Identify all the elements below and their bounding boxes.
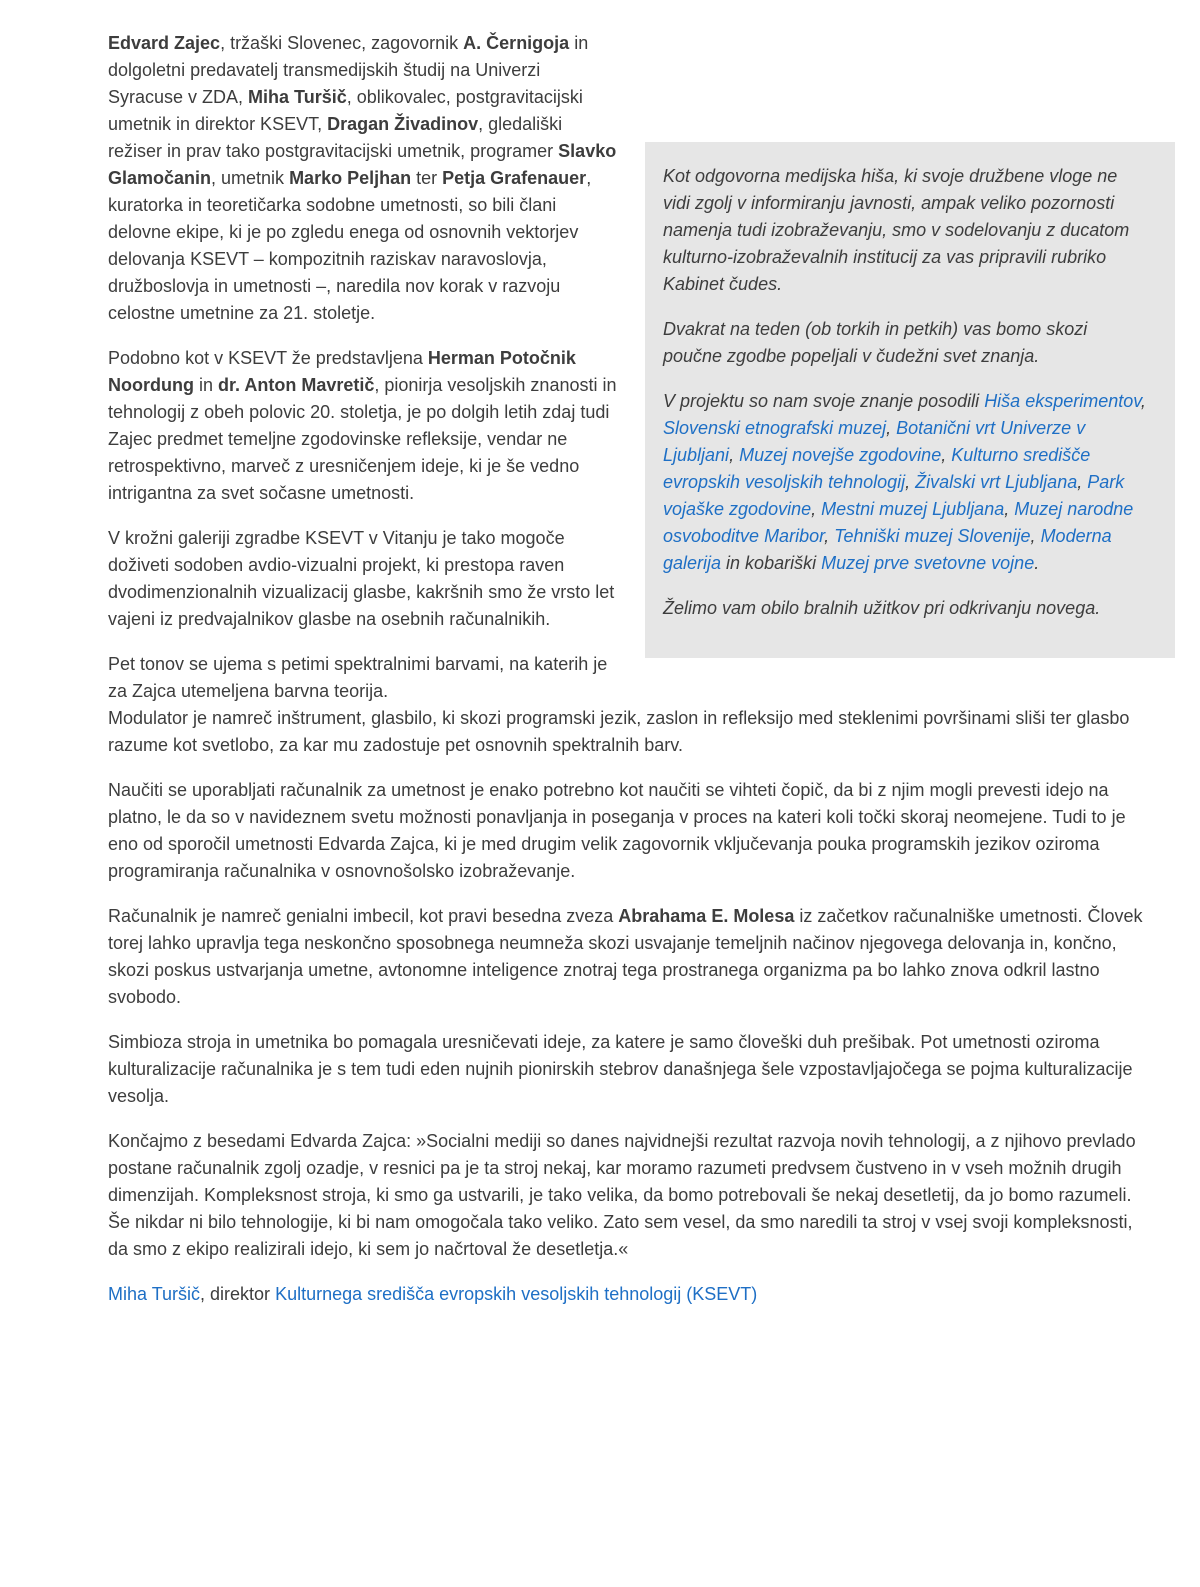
text-run: , xyxy=(824,526,835,546)
text-run: Modulator je namreč inštrument, glasbilo, ki skozi programski jezik, zaslon in refleksijo med steklenimi površinami sliši ter glasbo razume kot svetlobo, za kar mu zadostuje pet osnovnih spektralnih barv. xyxy=(108,708,1130,755)
text-run: , xyxy=(905,472,916,492)
byline xyxy=(108,1281,1153,1308)
paragraph xyxy=(663,388,1147,577)
text-link[interactable]: Hiša eksperimentov xyxy=(984,391,1141,411)
text-link[interactable]: Kulturnega središča evropskih vesoljskih tehnologij (KSEVT) xyxy=(275,1284,758,1304)
text-run: Podobno kot v KSEVT že predstavljena xyxy=(108,348,428,368)
text-run: , xyxy=(1140,391,1146,411)
text-link[interactable]: Živalski vrt Ljubljana xyxy=(915,472,1078,492)
text-link[interactable]: Tehniški muzej Slovenije xyxy=(834,526,1031,546)
bold-name: dr. Anton Mavretič xyxy=(218,375,375,395)
text-run: , tržaški Slovenec, zagovornik xyxy=(220,33,464,53)
paragraph xyxy=(108,777,1153,885)
text-run: , oblikovalec, postgravitacijski umetnik in direktor KSEVT, xyxy=(108,87,583,134)
paragraph xyxy=(108,1029,1153,1110)
text-link[interactable]: Muzej narodne osvoboditve Maribor xyxy=(663,499,1134,546)
text-run: iz začetkov računalniške umetnosti. Človek torej lahko upravlja tega neskončno sposobnega neumneža skozi usvajanje temeljnih načinov njegovega delovanja in, končno, skozi poskus ustvarjanja umetne, avtonomne inteligence znotraj tega prostranega organizma pa bo lahko znova odkril lastno svobodo. xyxy=(108,906,1143,1007)
text-run: V projektu so nam svoje znanje posodili xyxy=(663,391,985,411)
text-run: , xyxy=(941,445,952,465)
text-link[interactable]: Kulturno središče evropskih vesoljskih tehnologij xyxy=(663,445,1091,492)
text-link[interactable]: Miha Turšič xyxy=(108,1284,201,1304)
text-run: Simbioza stroja in umetnika bo pomagala uresničevati ideje, za katere je samo človeški duh prešibak. Pot umetnosti oziroma kulturalizacije računalnika je s tem tudi eden nujnih pionirskih stebrov današnjega šele vzpostavljajočega se pojma kulturalizacije vesolja. xyxy=(108,1032,1133,1106)
top-section xyxy=(108,30,1175,705)
bold-name: Abrahama E. Molesa xyxy=(618,906,795,926)
text-link[interactable]: Slovenski etnografski muzej xyxy=(663,418,887,438)
text-run: , xyxy=(1077,472,1088,492)
paragraph xyxy=(663,163,1147,298)
text-run: , direktor xyxy=(200,1284,276,1304)
paragraph xyxy=(663,316,1147,370)
text-run: in xyxy=(193,375,218,395)
text-run: Pet tonov se ujema s petimi spektralnimi barvami, na katerih je za Zajca utemeljena barvna teorija. xyxy=(108,654,608,701)
text-run: , xyxy=(1004,499,1015,519)
text-link[interactable]: Mestni muzej Ljubljana xyxy=(821,499,1005,519)
text-link[interactable]: Botanični vrt Univerze v Ljubljani xyxy=(663,418,1086,465)
paragraph xyxy=(108,705,1153,759)
body-text-section xyxy=(108,705,1153,1263)
paragraph xyxy=(108,1128,1153,1263)
text-run: , xyxy=(886,418,897,438)
text-run: Kot odgovorna medijska hiša, ki svoje družbene vloge ne vidi zgolj v informiranju javnosti, ampak veliko pozornosti namenja tudi izobraževanju, smo v sodelovanju z ducatom kulturno-izobraževalnih institucij za vas pripravili rubriko Kabinet čudes. xyxy=(663,166,1130,294)
bold-name: Edvard Zajec xyxy=(108,33,221,53)
bold-name: Miha Turšič xyxy=(248,87,347,107)
text-run: in kobariški xyxy=(721,553,822,573)
bold-name: A. Černigoja xyxy=(463,33,570,53)
text-link[interactable]: Muzej novejše zgodovine xyxy=(739,445,942,465)
left-text-column xyxy=(108,30,620,705)
paragraph xyxy=(108,345,620,507)
paragraph xyxy=(108,525,620,633)
text-run: Računalnik je namreč genialni imbecil, kot pravi besedna zveza xyxy=(108,906,619,926)
text-run: , xyxy=(811,499,822,519)
editorial-infobox xyxy=(645,142,1175,658)
text-run: , gledališki režiser in prav tako postgravitacijski umetnik, programer xyxy=(108,114,563,161)
paragraph xyxy=(108,903,1153,1011)
article-page xyxy=(108,30,1175,1308)
text-run: in dolgoletni predavatelj transmedijskih študij na Univerzi Syracuse v ZDA, xyxy=(108,33,589,107)
paragraph xyxy=(108,30,620,327)
text-run: Dvakrat na teden (ob torkih in petkih) vas bomo skozi poučne zgodbe popeljali v čudežni svet znanja. xyxy=(663,319,1088,366)
text-run: , kuratorka in teoretičarka sodobne umetnosti, so bili člani delovne ekipe, ki je po zgledu enega od osnovnih vektorjev delovanja KSEVT – kompozitnih raziskav naravoslovja, družboslovja in umetnosti –, naredila nov korak v razvoju celostne umetnine za 21. stoletje. xyxy=(108,168,592,323)
bold-name: Slavko Glamočanin xyxy=(108,141,617,188)
paragraph xyxy=(108,651,620,705)
text-run: , pionirja vesoljskih znanosti in tehnologij z obeh polovic 20. stoletja, je po dolgih letih zdaj tudi Zajec predmet temeljne zgodovinske refleksije, vendar ne retrospektivno, marveč z uresničenjem ideje, ki je še vedno intrigantna za svet sočasne umetnosti. xyxy=(108,375,617,503)
text-run: Želimo vam obilo bralnih užitkov pri odkrivanju novega. xyxy=(663,598,1101,618)
text-run: , xyxy=(729,445,740,465)
bold-name: Dragan Živadinov xyxy=(327,114,479,134)
text-run: V krožni galeriji zgradbe KSEVT v Vitanju je tako mogoče doživeti sodoben avdio-vizualni projekt, ki prestopa raven dvodimenzionalnih vizualizacij glasbe, kakršnih smo že vrsto let vajeni iz predvajalnikov glasbe na osebnih računalnikih. xyxy=(108,528,615,629)
text-run: , umetnik xyxy=(211,168,290,188)
text-run: Končajmo z besedami Edvarda Zajca: »Socialni mediji so danes najvidnejši rezultat razvoja novih tehnologij, a z njihovo prevlado postane računalnik zgolj ozadje, v resnici pa je ta stroj nekaj, kar moramo razumeti predvsem čustveno in v vseh možnih drugih dimenzijah. Kompleksnost stroja, ki smo ga ustvarili, je tako velika, da bomo potrebovali še nekaj desetletij, da jo bomo razumeli. Še nikdar ni bilo tehnologije, ki bi nam omogočala tako veliko. Zato sem vesel, da smo naredili ta stroj v vsej svoji kompleksnosti, da smo z ekipo realizirali idejo, ki sem jo načrtoval že desetletja.« xyxy=(108,1131,1136,1259)
paragraph xyxy=(663,595,1147,622)
text-run: , xyxy=(1030,526,1041,546)
bold-name: Herman Potočnik Noordung xyxy=(108,348,576,395)
paragraph xyxy=(108,1281,1153,1308)
text-link[interactable]: Park vojaške zgodovine xyxy=(663,472,1125,519)
text-run: ter xyxy=(411,168,443,188)
bold-name: Marko Peljhan xyxy=(289,168,412,188)
text-run: Naučiti se uporabljati računalnik za umetnost je enako potrebno kot naučiti se vihteti čopič, da bi z njim mogli prevesti idejo na platno, le da so v navideznem svetu možnosti ponavljanja in poseganja v proces na kateri koli točki skoraj neomejene. Tudi to je eno od sporočil umetnosti Edvarda Zajca, ki je med drugim velik zagovornik vključevanja pouka programskih jezikov oziroma programiranja računalnika v osnovnošolsko izobraževanje. xyxy=(108,780,1126,881)
text-run: . xyxy=(1034,553,1040,573)
text-link[interactable]: Muzej prve svetovne vojne xyxy=(821,553,1035,573)
bold-name: Petja Grafenauer xyxy=(442,168,587,188)
text-link[interactable]: Moderna galerija xyxy=(663,526,1112,573)
